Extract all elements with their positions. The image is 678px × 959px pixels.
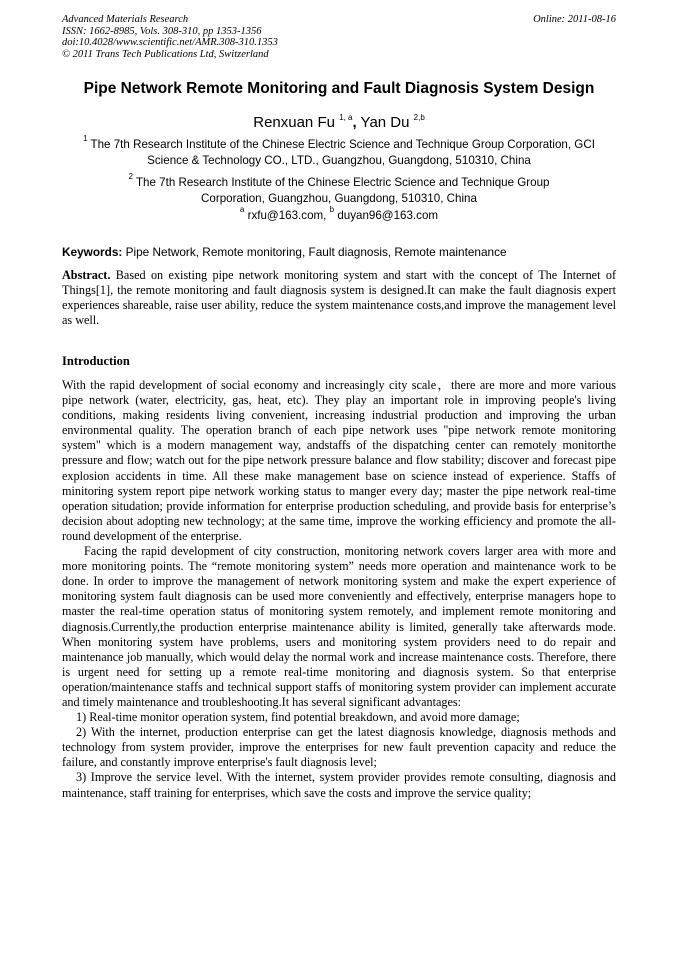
abstract-text: Based on existing pipe network monitoring system and start with the concept of The Internet of Things[1], the remote monitoring and fault diagnosis system is designed.It can make the fault diagnosis expert experiences shareable, raise user ability, reduce the system maintenance costs,and improve the management level as well. xyxy=(62,268,617,328)
list-item: 3) Improve the service level. With the internet, system provider provides remote consulting, diagnosis and maintenance, staff training for enterprises, which save the costs and improve the service quality; xyxy=(62,770,616,800)
email-address: rxfu@163.com, xyxy=(247,209,327,222)
doi-line: doi:10.4028/www.scientific.net/AMR.308-310.1353 xyxy=(62,37,278,48)
author-name: Yan Du xyxy=(360,114,410,131)
author-name: Renxuan Fu xyxy=(253,114,335,131)
paragraph: With the rapid development of social economy and increasingly city scale，there are more and more various pipe network (water, electricity, gas, heat, etc). They play an important role in improving people's living conditions, making residents living convenient, increasing industrial production and improving the urban environmental quality. The operation branch of each pipe network uses "pipe network remote monitoring system" which is a modern management way, andstaffs of the dispatching center can remotely monitorthe pressure and flow; watch out for the pipe network pressure balance and flow stability; discover and forecast pipe explosion accidents in time. All these make management base on science instead of experience. Staffs of minitoring system report pipe network working status to manger every day; master the pipe network real-time operation situdation; provide information for enterprise production scheduling, and provide basis for enterprise’s decision about adopting new technology; at the same time, improve the working efficiency and promote the all-round development of the enterprise. xyxy=(62,378,616,543)
affiliation-text: The 7th Research Institute of the Chinese Electric Science and Technique Group Corporation, Guangzhou, Guangdong, 510310, China xyxy=(135,176,550,205)
affiliation-number: 2 xyxy=(128,172,133,181)
email-address: duyan96@163.com xyxy=(337,209,439,222)
email-line xyxy=(62,205,616,222)
author-line: Renxuan Fu $^{1, a}$, Yan Du $^{2,b}$ xyxy=(253,113,425,131)
issn-line: ISSN: 1662-8985, Vols. 308-310, pp 1353-1356 xyxy=(62,25,262,37)
email-mark: a xyxy=(239,205,245,214)
keywords-label: Keywords: xyxy=(62,245,123,259)
online-date: Online: 2011-08-16 xyxy=(533,14,616,25)
journal-header xyxy=(62,14,278,60)
introduction-body xyxy=(62,378,616,801)
abstract-label: Abstract. xyxy=(62,268,111,282)
abstract xyxy=(62,268,616,328)
journal-name: Advanced Materials Research xyxy=(62,14,189,25)
affiliation-text: The 7th Research Institute of the Chinese Electric Science and Technique Group Corporation, GCI Science & Technology CO., LTD., Guangzhou, Guangdong, 510310, China xyxy=(90,138,595,167)
email-mark: b xyxy=(329,205,335,214)
list-item: 2) With the internet, production enterprise can get the latest diagnosis knowledge, diagnosis methods and technology from system provider, improve the enterprises for new fault prevention capacity and reduce the failure, and constantly improve enterprise's fault diagnosis level; xyxy=(62,725,616,770)
keywords xyxy=(62,245,616,259)
author-marks: 1, a xyxy=(339,113,353,122)
section-heading-introduction: Introduction xyxy=(62,354,130,368)
copyright-line: © 2011 Trans Tech Publications Ltd, Switzerland xyxy=(62,48,269,60)
affiliation-2 xyxy=(62,172,616,207)
list-item: 1) Real-time monitor operation system, find potential breakdown, and avoid more damage; xyxy=(76,710,520,725)
author-marks: 2,b xyxy=(413,113,425,122)
affiliation-number: 1 xyxy=(83,134,88,143)
keywords-text: Pipe Network, Remote monitoring, Fault diagnosis, Remote maintenance xyxy=(125,245,507,259)
affiliation-1 xyxy=(62,134,616,169)
paragraph: Facing the rapid development of city construction, monitoring network covers larger area with more and more monitoring points. The “remote monitoring system” needs more operation and maintenance work to be done. In order to improve the management of network monitoring system and make the expert experience of monitoring system fault diagnosis can be used more conveniently and effectively, enterprise managers hope to master the real-time operation status of monitoring system remotely, and implement remote monitoring and diagnosis.Currently,the production enterprise maintenance ability is limited, generally take afterwards mode. When monitoring system have problems, users and monitoring system providers need to do repair and maintenance job manually, which would delay the normal work and increase maintenance costs. Therefore, there is urgent need for setting up a remote real-time monitoring and diagnosis system. So that enterprise operation/maintenance staffs and technical support staffs of monitoring system provider can implement accurate and timely maintenance and troubleshooting.It has several significant advantages: xyxy=(62,544,616,709)
paper-title: Pipe Network Remote Monitoring and Fault Diagnosis System Design xyxy=(83,80,595,97)
